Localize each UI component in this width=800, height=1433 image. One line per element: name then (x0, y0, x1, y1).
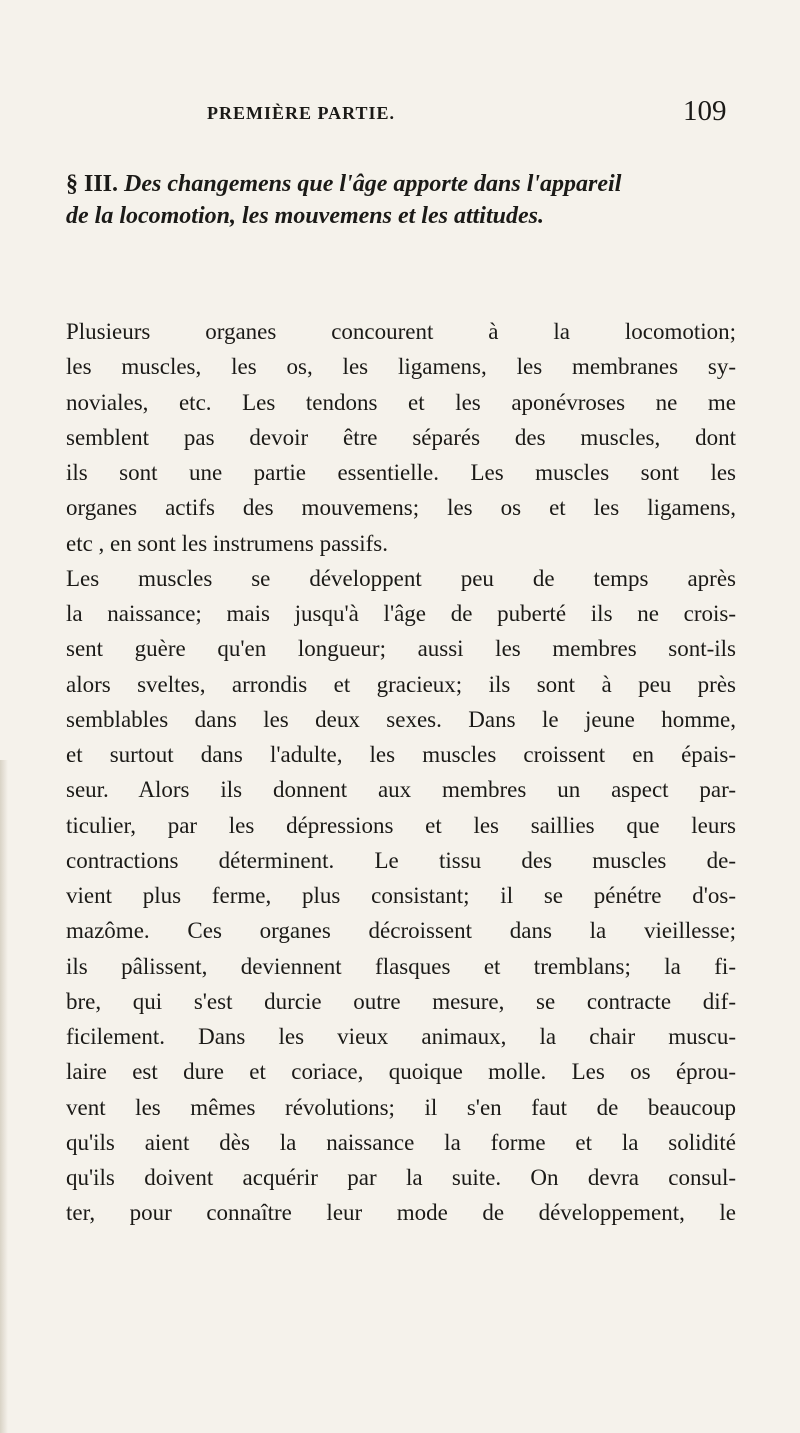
text-line: bre, qui s'est durcie outre mesure, se contracte dif- (66, 988, 736, 1014)
text-line: qu'ils doivent acquérir par la suite. On devra consul- (66, 1165, 736, 1190)
running-head (0, 95, 800, 135)
text-line: organes actifs des mouvemens; les os et les ligamens, (66, 495, 736, 521)
text-line: Les muscles se développent peu de temps après (66, 565, 736, 591)
section-heading-line-1 (66, 168, 736, 200)
page-edge-shadow (0, 760, 8, 1433)
text-line: seur. Alors ils donnent aux membres un aspect par- (66, 777, 736, 803)
text-line: et surtout dans l'adulte, les muscles croissent en épais- (66, 742, 736, 767)
text-line: contractions déterminent. Le tissu des muscles de- (66, 847, 736, 873)
section-heading (66, 168, 736, 232)
body-text (66, 314, 736, 1231)
page-number: 109 (683, 95, 727, 127)
text-line: vent les mêmes révolutions; il s'en faut de beaucoup (66, 1094, 736, 1120)
text-line: ficilement. Dans les vieux animaux, la chair muscu- (66, 1024, 736, 1049)
text-line: semblent pas devoir être séparés des muscles, dont (66, 424, 736, 450)
text-line: les muscles, les os, les ligamens, les membranes sy- (66, 354, 736, 380)
text-line: etc , en sont les instrumens passifs. (66, 530, 388, 556)
text-line: ils sont une partie essentielle. Les muscles sont les (66, 460, 736, 485)
section-heading-line-2: de la locomotion, les mouvemens et les attitudes. (66, 203, 544, 229)
text-line: mazôme. Ces organes décroissent dans la vieillesse; (66, 918, 736, 944)
text-line: semblables dans les deux sexes. Dans le jeune homme, (66, 706, 736, 732)
text-line: ticulier, par les dépressions et les saillies que leurs (66, 812, 736, 838)
text-line: Plusieurs organes concourent à la locomotion; (66, 319, 736, 344)
section-number: § III. (66, 171, 119, 197)
text-line: ter, pour connaître leur mode de développement, le (66, 1200, 736, 1226)
section-heading-text-1: Des changemens que l'âge apporte dans l'appareil (124, 171, 622, 197)
text-line: alors sveltes, arrondis et gracieux; ils sont à peu près (66, 671, 736, 697)
text-line: qu'ils aient dès la naissance la forme et la solidité (66, 1129, 736, 1155)
text-line: noviales, etc. Les tendons et les aponévroses ne me (66, 389, 736, 415)
text-line: sent guère qu'en longueur; aussi les membres sont-ils (66, 636, 736, 662)
text-line: la naissance; mais jusqu'à l'âge de puberté ils ne crois- (66, 601, 736, 626)
text-line: laire est dure et coriace, quoique molle. Les os éprou- (66, 1059, 736, 1085)
text-line: vient plus ferme, plus consistant; il se pénétre d'os- (66, 883, 736, 908)
text-line: ils pâlissent, deviennent flasques et tremblans; la fi- (66, 953, 736, 979)
running-title: PREMIÈRE PARTIE. (207, 103, 396, 123)
